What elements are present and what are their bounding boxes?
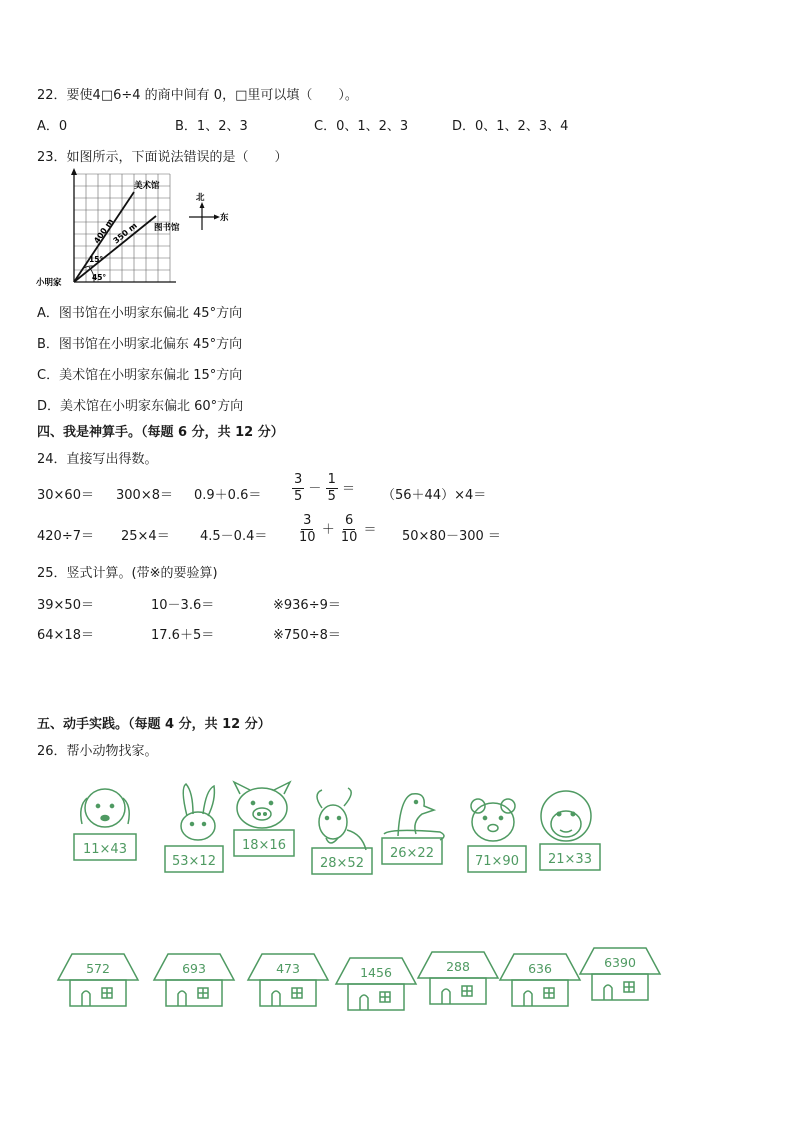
house-number-572: 572 — [86, 961, 110, 976]
q24-item-5: （56＋44）×4＝ — [382, 488, 487, 503]
q23-option-b[interactable]: B．图书馆在小明家北偏东 45°方向 — [37, 337, 243, 352]
library-label: 图书馆 — [154, 223, 180, 233]
q24-item-10: 50×80－300 ＝ — [402, 529, 501, 544]
q25-item-6: ※750÷8＝ — [273, 628, 341, 643]
fraction-6-10: $\frac{6}{10}$ — [340, 513, 358, 546]
q24-fraction-expression-2 — [297, 514, 377, 546]
goat-expression: 28×52 — [320, 856, 364, 871]
angle-45-label: 45° — [92, 273, 107, 282]
equals-sign: ＝ — [363, 522, 377, 538]
animals-figure — [60, 778, 620, 882]
goat-icon[interactable] — [317, 788, 366, 850]
house-number-636: 636 — [528, 961, 552, 976]
q24-item-3: 0.9＋0.6＝ — [194, 488, 262, 503]
q25-item-3: ※936÷9＝ — [273, 598, 341, 613]
art-museum-label: 美术馆 — [134, 181, 160, 191]
monkey-expression: 21×33 — [548, 852, 592, 867]
duck-icon[interactable] — [384, 794, 444, 840]
fraction-3-10: $\frac{3}{10}$ — [299, 513, 316, 546]
north-label: 北 — [196, 193, 205, 203]
q22-option-a[interactable]: A．0 — [37, 119, 68, 134]
monkey-icon[interactable] — [541, 791, 591, 841]
pig-icon[interactable] — [234, 782, 290, 828]
q23-stem: 23．如图所示，下面说法错误的是（ ） — [37, 150, 288, 165]
minus-sign: － — [308, 481, 322, 497]
q23-option-a[interactable]: A．图书馆在小明家东偏北 45°方向 — [37, 306, 243, 321]
bear-icon[interactable] — [471, 799, 515, 841]
q24-fraction-expression-1 — [292, 473, 355, 505]
rabbit-icon[interactable] — [181, 784, 215, 840]
q25-stem: 25．竖式计算。(带※的要验算) — [37, 566, 218, 581]
q22-stem: 22．要使4□6÷4 的商中间有 0，□里可以填（ ）。 — [37, 88, 358, 103]
q24-item-1: 30×60＝ — [37, 488, 94, 503]
q22-option-b[interactable]: B．1、2、3 — [175, 119, 248, 134]
q24-stem: 24．直接写出得数。 — [37, 452, 158, 467]
q22-option-d[interactable]: D．0、1、2、3、4 — [452, 119, 569, 134]
dog-expression: 11×43 — [83, 842, 127, 857]
dog-icon[interactable] — [81, 789, 129, 827]
bear-expression: 71×90 — [475, 854, 519, 869]
house-number-693: 693 — [182, 961, 206, 976]
xiaoming-home-label: 小明家 — [36, 278, 62, 288]
north-axis-arrow — [71, 168, 77, 175]
library-distance-label: 350 m — [111, 221, 139, 246]
q24-item-6: 420÷7＝ — [37, 529, 94, 544]
q23-option-c[interactable]: C．美术馆在小明家东偏北 15°方向 — [37, 368, 243, 383]
equals-sign: ＝ — [342, 481, 356, 497]
direction-figure — [36, 168, 246, 290]
east-label: 东 — [220, 213, 229, 223]
fraction-3-5: $\frac{3}{5}$ — [294, 472, 303, 505]
q22-option-c[interactable]: C．0、1、2、3 — [314, 119, 409, 134]
duck-expression: 26×22 — [390, 846, 434, 861]
house-number-1456: 1456 — [360, 965, 392, 980]
q23-option-d[interactable]: D．美术馆在小明家东偏北 60°方向 — [37, 399, 244, 414]
q24-item-7: 25×4＝ — [121, 529, 170, 544]
compass-icon — [189, 202, 220, 230]
section-5-heading: 五、动手实践。（每题 4 分，共 12 分） — [37, 717, 271, 732]
house-number-288: 288 — [446, 959, 470, 974]
fraction-1-5: $\frac{1}{5}$ — [327, 472, 336, 505]
q25-item-1: 39×50＝ — [37, 598, 94, 613]
q24-item-8: 4.5－0.4＝ — [200, 529, 268, 544]
q26-stem: 26．帮小动物找家。 — [37, 744, 158, 759]
house-number-473: 473 — [276, 961, 300, 976]
library-ray — [74, 216, 156, 282]
q25-item-4: 64×18＝ — [37, 628, 94, 643]
angle-15-label: 15° — [89, 255, 104, 264]
house-number-6390: 6390 — [604, 955, 636, 970]
plus-sign: ＋ — [321, 522, 335, 538]
q25-item-5: 17.6＋5＝ — [151, 628, 215, 643]
rabbit-expression: 53×12 — [172, 854, 216, 869]
q25-item-2: 10－3.6＝ — [151, 598, 215, 613]
houses-figure — [56, 942, 666, 1014]
pig-expression: 18×16 — [242, 838, 286, 853]
section-4-heading: 四、我是神算手。（每题 6 分，共 12 分） — [37, 425, 284, 440]
q24-item-2: 300×8＝ — [116, 488, 173, 503]
art-distance-label: 400 m — [92, 217, 116, 246]
